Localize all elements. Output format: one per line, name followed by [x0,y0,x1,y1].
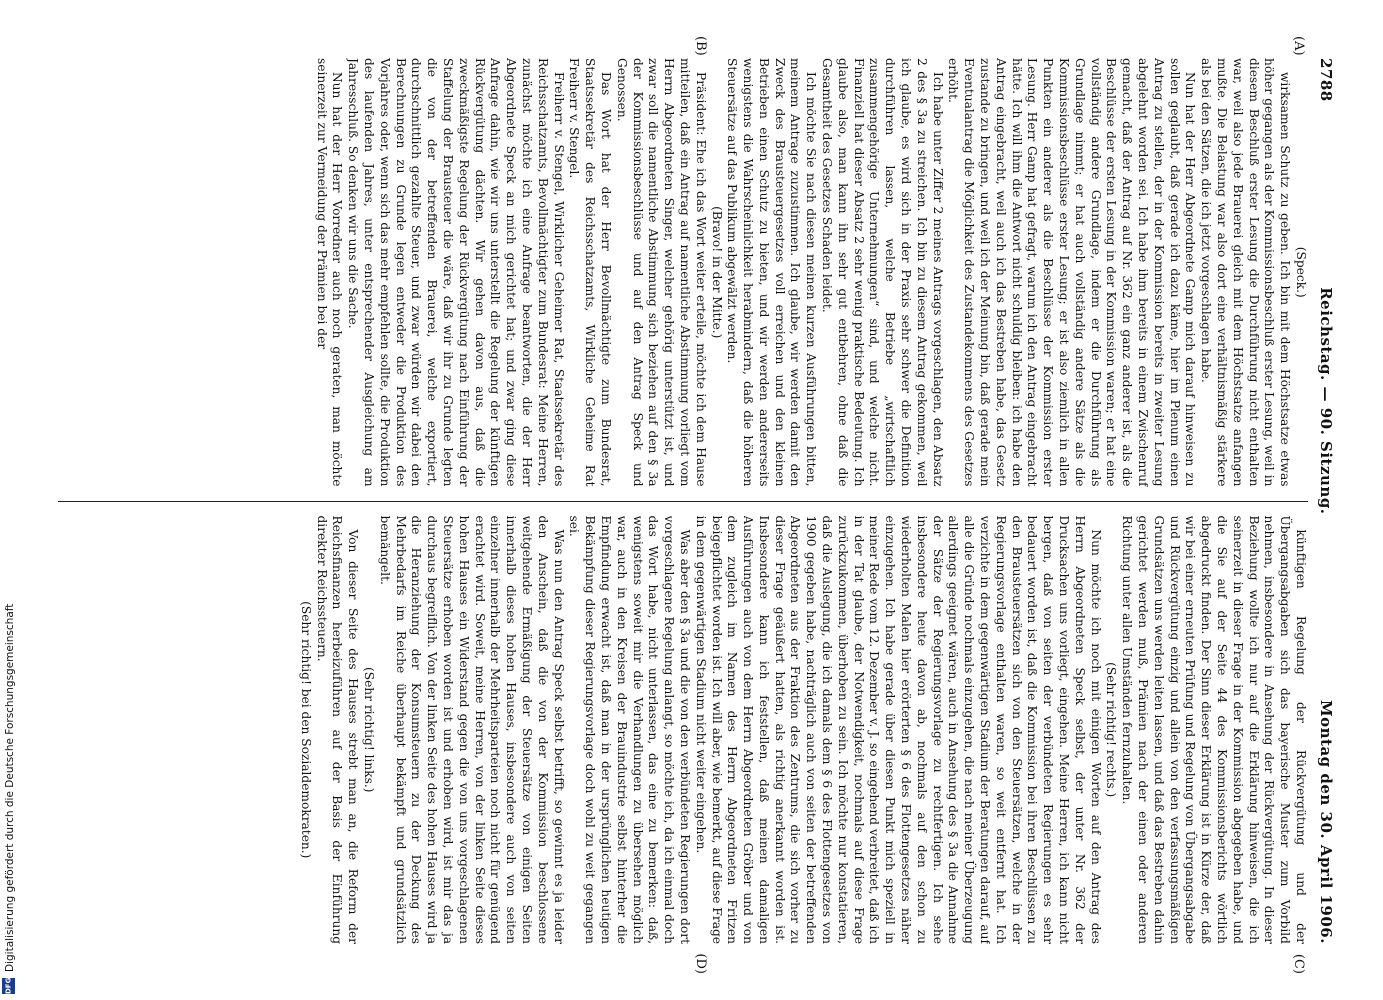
paragraph: Nun hat der Herr Vorredner auch noch geraten, man möchte seinerzeit zur Vermeidung der Prämien bei der [314,58,345,487]
interjection: (Bravo! in der Mitte.) [709,206,724,339]
document-page [38,18,1348,984]
column-divider [58,501,1308,502]
speaker-note: (Speck.) [1294,246,1308,298]
page-number: 2788 [1317,58,1335,102]
column-right [58,516,1308,945]
paragraph: Freiherr v. Stengel, Wirklicher Geheimer Rat, Staatssekretär des Reichsschatzamts, Bevollmächtigter zum Bundesrat: Meine Herren, zunächst möchte ich eine Anfrage beantworten, die der Herr Abgeordnete Speck an mich gerichtet hat; und zwar ging diese Anfrage dahin, wie wir uns unterstellt die Regelung der künftigen Rückvergütung dächten. Wir gehen davon aus, daß die zweckmäßigste Regelung der Rückvergütung nach Einführung der Staffelung der Brausteuer die wäre, daß wir ihr zu Grunde legten die von der betreffenden Brauerei, welche exportiert, durchschnittlich gezahlte Steuer, und zwar würden wir dabei den Berechnungen zu Grunde legen entweder die Produktion des Vorjahres oder, wenn sich das mehr empfehlen sollte, die Produktion des laufenden Jahres, unter entsprechender Ausgleichung am Jahresschluß. So denken wir uns die Sache. [346,58,566,487]
rotated-page [38,18,1348,984]
paragraph: Was aber den § 3a und die von den verbündeten Regierungen dort vorgeschlagene Regelung anlangt, so möchte ich, da ich einmal doch das Wort habe, nicht unterlassen, das eine zu bemerken: daß, wenigstens soweit mir die Verhandlungen zu übersehen möglich war, auch in den Kreisen der Brauindustrie selbst hinterher die Empfindung erwacht ist, daß man in der ursprünglichen heutigen Bekämpfung dieser Regierungsvorlage doch wohl zu weit gegangen sei. [567,515,692,944]
paragraph: Ich habe unter Ziffer 2 meines Antrags vorgeschlagen, den Absatz 2 des § 3a zu streichen. Ich bin zu diesem Antrag gekommen, weil ich glaube, es wird sich in der Praxis sehr schwer die Definition durchführen lassen, welche Betriebe „wirtschaftlich zusammengehörige Unternehmungen“ sind, und welche nicht. Finanziell hat dieser Absatz 2 sehr wenig praktische Bedeutung. Ich glaube also, man kann ihn sehr gut entbehren, ohne daß die Gesamtheit des Gesetzes Schaden leidet. [820,58,945,487]
page-header [1314,58,1338,944]
session-date: Montag den 30. April 1906. [1317,700,1335,944]
text-columns [58,58,1308,944]
paragraph: Nun möchte ich noch mit einigen Worten auf den Antrag des Herrn Abgeordneten Speck selbst, der unter Nr. 362 der Drucksachen uns vorliegt, eingehen. Meine Herren, ich kann nicht bergen, daß von seiten der verbündeten Regierungen es sehr bedauert worden ist, daß die Kommission bei ihren Beschlüssen zu den Brausteuersätzen sich von den Steuersätzen, welche in der Regierungsvorlage enthalten waren, so weit entfernt hat. Ich verzichte in dem gegenwärtigen Stadium der Beratungen darauf, auf alle die Gründe nochmals einzugehen, die nach meiner Überzeugung allerdings geeignet wären, auch in Ansehung des § 3a die Annahme der Sätze der Regierungsvorlage zu rechtfertigen. Ich sehe insbesondere heute davon ab, nochmals auf den schon zu wiederholten Malen hier erörterten § 6 des Flottengesetzes näher einzugehen. Ich habe gerade über diesen Punkt mich speziell in meiner Rede vom 12. Dezember v. J. so eingehend verbreitet, daß ich in der Tat glaube, der Notwendigkeit, nochmals auf diese Frage zurückzukommen, überhoben zu sein. Ich möchte nur konstatieren, daß die Auslegung, die ich damals dem § 6 des Flottengesetzes von 1900 gegeben habe, nachträglich auch von seiten der betreffenden Abgeordneten aus der Fraktion des Zentrums, die sich vorher zu dieser Frage geäußert hatten, als richtig anerkannt worden ist. Insbesondere kann ich feststellen, daß meinen damaligen Ausführungen auch von dem Herrn Abgeordneten Gröber und von dem zugleich im Namen des Herrn Abgeordneten Fritzen beigepflichtet worden ist. Ich will aber, wie bemerkt, auf diese Frage in dem gegenwärtigen Stadium nicht weiter eingehen. [693,515,1103,944]
column-left [58,58,1308,487]
dfg-logo-icon: DFG [2,978,15,994]
paragraph: Präsident: Ehe ich das Wort weiter erteile, möchte ich dem Hause mitteilen, daß ein Antrag auf namentliche Abstimmung vorliegt vom Herrn Abgeordneten Singer, welcher gehörig unterstützt ist, und zwar soll die namentliche Abstimmung sich beziehen auf den § 3a der Kommissionsbeschlüsse und auf den Antrag Speck und Genossen. [614,58,708,487]
paragraph: künftigen Regelung der Rückvergütung und der Übergangsabgaben sich das bayerische Muster zum Vorbild nehmen, insbesondere in Ansehung der Rückvergütung. In dieser Beziehung wollte ich nur auf die Erklärung hinweisen, die ich seinerzeit in dieser Frage in der Kommission abgegeben habe, und die Sie auf der Seite 44 des Kommissionsberichts wörtlich abgedruckt finden. Der Sinn dieser Erklärung ist in Kürze der, daß wir bei einer erneuten Prüfung und Regelung von Übergangsabgabe und Rückvergütung einzig und allein von den verfassungsmäßigen Grundsätzen uns werden leiten lassen, und daß das Bestreben dahin gerichtet werden muß, Prämien nach der einen oder anderen Richtung unter allen Umständen fernzuhalten. [1120,515,1308,944]
interjection: (Sehr richtig! rechts.) [1104,662,1119,798]
interjection: (Sehr richtig! bei den Sozialdemokraten.) [298,601,313,859]
margin-letter-a: (A) [1291,36,1306,56]
session-title: Reichstag. — 90. Sitzung. [1317,287,1335,515]
paragraph: Was nun den Antrag Speck selbst betrifft, so gewinnt es ja leider den Anschein, daß die von der Kommission beschlossene weitgehende Ermäßigung der Steuersätze von einigen Seiten innerhalb dieses hohen Hauses, insbesondere auch von seiten einzelner innerhalb der Mehrheitsparteien noch nicht für genügend erachtet wird. Soweit, meine Herren, von der linken Seite dieses hohen Hauses ein Widerstand gegen die von uns vorgeschlagenen Steuersätze erhoben worden ist und erhoben wird, ist mir das ja durchaus begreiflich. Von der linken Seite des hohen Hauses wird ja die Heranziehung der Konsumsteuern zu der Deckung des Mehrbedarfs im Reiche überhaupt bekämpft und grundsätzlich bemängelt. [377,515,566,944]
margin-letter-b: (B) [693,36,708,56]
margin-letter-d: (D) [693,953,708,974]
paragraph: Nun hat der Herr Abgeordnete Gamp mich darauf hinweisen zu sollen geglaubt, daß gerade ich dazu käme, hier im Plenum einen Antrag zu stellen, der in der Kommission bereits in zweiter Lesung abgelehnt worden sei. Ich habe ihm bereits in einem Zwischenruf gemacht, daß der Antrag auf Nr. 362 ein ganz anderer ist, als die Beschlüsse der ersten Lesung in der Kommission waren; er hat eine vollständig andere Grundlage, indem er die Durchführung als Grundlage nimmt; er hat auch vollständig andere Sätze als die Kommissionsbeschlüsse erster Lesung; er ist also ziemlich in allen Punkten ein anderer als die Beschlüsse der Kommission erster Lesung. Herr Gamp hat gefragt, warum ich den Antrag eingebracht hätte. Ich will ihm die Antwort nicht schuldig bleiben: ich habe den Antrag eingebracht, weil auch ich das Bestreben habe, das Gesetz zustande zu bringen, und weil ich der Meinung bin, daß gerade mein Eventualantrag die Möglichkeit des Zustandekommens des Gesetzes erhöht. [946,58,1198,487]
paragraph: Von dieser Seite des Hauses strebt man an, die Reform der Reichsfinanzen herbeizuführen auf der Basis der Einführung direkter Reichssteuern. [314,515,361,944]
interjection: (Sehr richtig! links.) [361,666,376,793]
margin-letter-c: (C) [1291,953,1306,974]
digitization-credit: Digitalisierung gefördert durch die Deutsche Forschungsgemeinschaft [4,603,16,972]
paragraph: Ich möchte Sie nach diesen meinen kurzen Ausführungen bitten, meinem Antrage zuzustimmen. Ich glaube, wir werden damit den Zweck des Brausteuergesetzes voll erreichen und den kleinen Betrieben einen Schutz zu bieten, und wir werden andererseits wenigstens die Wahrscheinlichkeit herabmindern, daß die höheren Steuersätze auf das Publikum abgewälzt werden. [725,58,819,487]
paragraph: wirksamen Schutz zu geben. Ich bin mit dem Höchstsatze etwas höher gegangen als der Kommissionsbeschluß erster Lesung, weil in diesem Beschluß erster Lesung die Durchführung nicht enthalten war, weil also jede Brauerei gleich mit dem Höchstsatze anfangen mußte. Die Belastung war also dort eine verhältnismäßig stärkere als bei den Sätzen, die ich jetzt vorgeschlagen habe. [1199,58,1293,487]
paragraph: Das Wort hat der Herr Bevollmächtigte zum Bundesrat, Staatssekretär des Reichsschatzamts, Wirkliche Geheime Rat Freiherr v. Stengel. [567,58,613,487]
